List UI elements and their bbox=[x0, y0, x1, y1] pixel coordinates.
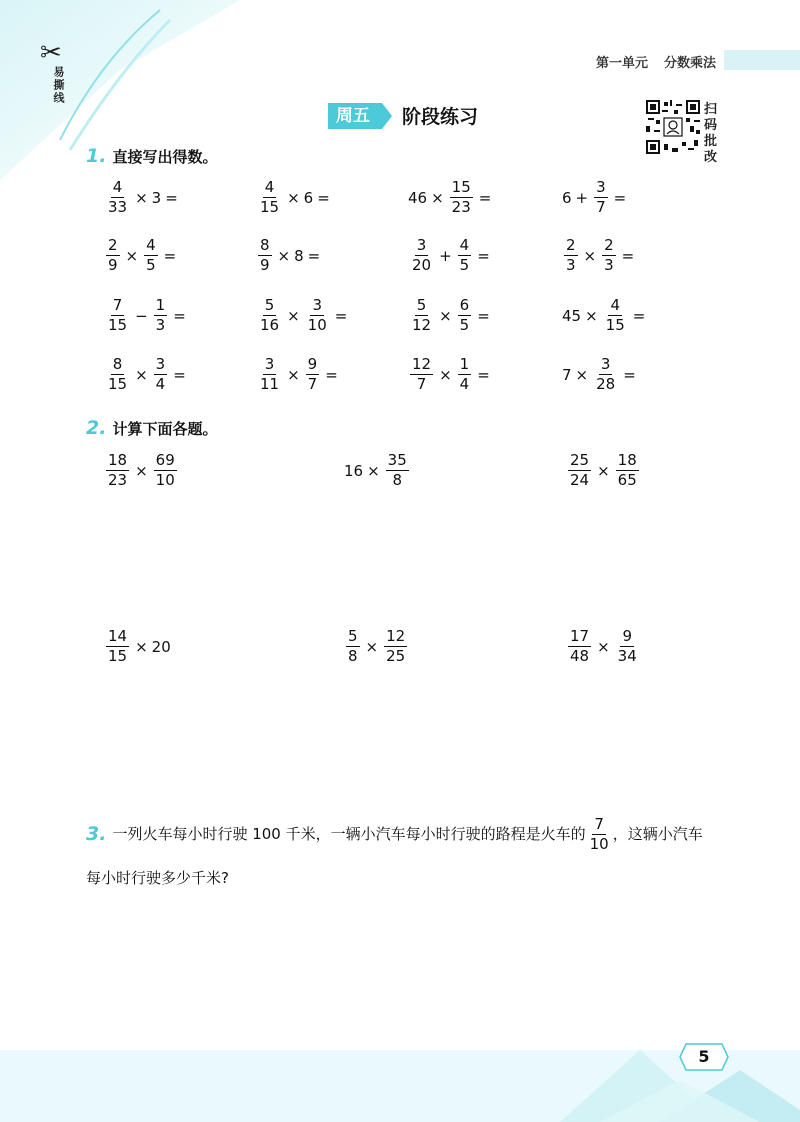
section-1-number: 1. bbox=[86, 145, 107, 167]
fraction-denominator: 3 bbox=[566, 256, 576, 274]
fraction bbox=[258, 180, 281, 215]
math-expression bbox=[104, 357, 190, 392]
fraction-denominator: 3 bbox=[155, 316, 166, 334]
integer-term: 6 bbox=[303, 188, 314, 207]
fraction-numerator: 1 bbox=[459, 355, 470, 373]
equals-sign: = bbox=[477, 306, 490, 325]
tear-line-marker bbox=[40, 40, 70, 105]
fraction bbox=[458, 238, 472, 273]
fraction bbox=[386, 453, 409, 488]
operator: × bbox=[135, 188, 148, 207]
fraction bbox=[564, 238, 578, 273]
page-number: 5 bbox=[698, 1047, 710, 1066]
fraction-denominator: 25 bbox=[386, 647, 406, 665]
fraction-denominator: 10 bbox=[589, 834, 609, 853]
equals-sign: = bbox=[613, 188, 627, 207]
operator: × bbox=[439, 306, 452, 325]
fraction-numerator: 3 bbox=[416, 236, 427, 254]
fraction-denominator: 23 bbox=[108, 471, 128, 489]
math-expression bbox=[104, 453, 179, 488]
fraction bbox=[258, 238, 272, 273]
fraction bbox=[106, 238, 120, 273]
equals-sign: = bbox=[317, 188, 330, 207]
fraction bbox=[106, 357, 129, 392]
integer-term: 16 bbox=[344, 461, 364, 480]
fraction bbox=[384, 629, 407, 664]
fraction-numerator: 7 bbox=[594, 814, 604, 833]
fraction-denominator: 7 bbox=[416, 375, 427, 393]
fraction-numerator: 35 bbox=[387, 451, 407, 469]
integer-term: 46 bbox=[408, 188, 428, 207]
equals-sign: = bbox=[325, 365, 338, 384]
fraction-numerator: 4 bbox=[112, 178, 123, 196]
day-tag: 周五 bbox=[328, 103, 382, 129]
fraction bbox=[458, 298, 472, 333]
section-2-instruction: 计算下面各题。 bbox=[112, 420, 218, 438]
fraction bbox=[568, 453, 591, 488]
math-expression bbox=[562, 180, 630, 215]
section-3-word-problem bbox=[86, 812, 756, 900]
operator: × bbox=[135, 461, 148, 480]
fraction-numerator: 3 bbox=[596, 178, 606, 196]
operator: + bbox=[575, 188, 589, 207]
integer-term: 20 bbox=[151, 637, 171, 656]
fraction-denominator: 24 bbox=[570, 471, 590, 489]
math-expression bbox=[256, 357, 342, 392]
fraction-numerator: 12 bbox=[412, 355, 432, 373]
fraction-denominator: 16 bbox=[260, 316, 280, 334]
fraction bbox=[144, 238, 158, 273]
math-expression bbox=[562, 298, 649, 333]
topic-label: 分数乘法 bbox=[664, 56, 717, 71]
fraction-denominator: 10 bbox=[307, 316, 327, 334]
tear-line-label: 易撕线 bbox=[52, 66, 65, 105]
scissors-icon: ✂ bbox=[40, 38, 62, 68]
fraction-numerator: 2 bbox=[108, 236, 118, 254]
math-expression bbox=[562, 357, 640, 392]
fraction bbox=[604, 298, 627, 333]
operator: × bbox=[277, 246, 291, 265]
section-1-title bbox=[86, 145, 217, 167]
fraction-denominator: 34 bbox=[617, 647, 637, 665]
equals-sign: = bbox=[621, 246, 635, 265]
integer-term: 3 bbox=[151, 188, 162, 207]
fraction-numerator: 4 bbox=[146, 236, 156, 254]
math-expression bbox=[104, 629, 171, 664]
fraction-numerator: 25 bbox=[570, 451, 590, 469]
word-problem-line-1 bbox=[86, 812, 756, 856]
equals-sign: = bbox=[478, 188, 492, 207]
fraction bbox=[568, 629, 591, 664]
operator: × bbox=[575, 365, 589, 384]
operator: × bbox=[439, 365, 452, 384]
fraction-denominator: 8 bbox=[348, 647, 358, 665]
fraction-denominator: 33 bbox=[108, 198, 128, 216]
fraction-numerator: 4 bbox=[264, 178, 275, 196]
fraction-numerator: 4 bbox=[610, 296, 620, 314]
integer-term: 7 bbox=[562, 365, 572, 384]
operator: × bbox=[367, 461, 380, 480]
fraction-denominator: 15 bbox=[108, 375, 128, 393]
fraction bbox=[602, 238, 616, 273]
math-expression bbox=[104, 180, 182, 215]
fraction-numerator: 9 bbox=[307, 355, 318, 373]
qr-code-icon[interactable] bbox=[646, 100, 700, 154]
math-expression bbox=[562, 238, 638, 273]
section-3-number: 3. bbox=[86, 823, 107, 845]
operator: × bbox=[287, 365, 300, 384]
fraction-denominator: 5 bbox=[459, 256, 470, 274]
fraction-denominator: 11 bbox=[260, 375, 280, 393]
fraction-denominator: 4 bbox=[155, 375, 166, 393]
section-1-instruction: 直接写出得数。 bbox=[112, 148, 218, 166]
math-expression bbox=[566, 629, 641, 664]
operator: × bbox=[365, 637, 379, 656]
operator: × bbox=[135, 365, 148, 384]
fraction-denominator: 10 bbox=[155, 471, 175, 489]
fraction-denominator: 5 bbox=[146, 256, 156, 274]
equals-sign: = bbox=[163, 246, 177, 265]
fraction-denominator: 9 bbox=[108, 256, 118, 274]
fraction bbox=[154, 357, 168, 392]
fraction-denominator: 15 bbox=[260, 198, 280, 216]
operator: + bbox=[439, 246, 452, 265]
fraction-numerator: 14 bbox=[108, 627, 128, 645]
fraction bbox=[410, 357, 433, 392]
fraction bbox=[106, 180, 129, 215]
fraction bbox=[306, 357, 320, 392]
qr-scan-label: 扫码批改 bbox=[704, 102, 718, 165]
fraction bbox=[594, 357, 617, 392]
equals-sign: = bbox=[173, 306, 186, 325]
fraction-numerator: 8 bbox=[112, 355, 123, 373]
fraction-numerator: 3 bbox=[155, 355, 166, 373]
fraction bbox=[306, 298, 329, 333]
fraction bbox=[106, 453, 129, 488]
math-expression bbox=[104, 298, 190, 333]
operator: × bbox=[135, 637, 148, 656]
fraction-denominator: 20 bbox=[412, 256, 432, 274]
word-problem-text-1: 一列火车每小时行驶 100 千米，一辆小汽车每小时行驶的路程是火车的 bbox=[112, 825, 586, 843]
integer-term: 6 bbox=[562, 188, 572, 207]
fraction-numerator: 2 bbox=[566, 236, 576, 254]
fraction-numerator: 17 bbox=[570, 627, 590, 645]
fraction-numerator: 12 bbox=[386, 627, 406, 645]
fraction-denominator: 15 bbox=[108, 316, 128, 334]
math-expression bbox=[104, 238, 180, 273]
fraction-numerator: 3 bbox=[264, 355, 275, 373]
equals-sign: = bbox=[623, 365, 636, 384]
fraction-denominator: 48 bbox=[570, 647, 590, 665]
word-problem-fraction bbox=[588, 814, 611, 853]
fraction bbox=[458, 357, 472, 392]
fraction-numerator: 7 bbox=[112, 296, 123, 314]
operator: × bbox=[431, 188, 444, 207]
section-2-title bbox=[86, 417, 217, 439]
header-bar bbox=[724, 50, 800, 70]
fraction bbox=[616, 629, 639, 664]
fraction-numerator: 3 bbox=[312, 296, 322, 314]
math-expression bbox=[408, 238, 494, 273]
fraction-numerator: 5 bbox=[416, 296, 427, 314]
operator: × bbox=[585, 306, 598, 325]
fraction bbox=[450, 180, 473, 215]
fraction-numerator: 5 bbox=[348, 627, 358, 645]
operator: × bbox=[583, 246, 597, 265]
math-expression bbox=[408, 180, 495, 215]
equals-sign: = bbox=[477, 246, 490, 265]
page-title bbox=[328, 102, 478, 129]
integer-term: 8 bbox=[294, 246, 304, 265]
fraction-denominator: 15 bbox=[605, 316, 625, 334]
fraction-numerator: 69 bbox=[155, 451, 175, 469]
operator: × bbox=[597, 461, 610, 480]
operator: × bbox=[597, 637, 610, 656]
math-expression bbox=[344, 629, 409, 664]
title-text: 阶段练习 bbox=[402, 106, 479, 128]
fraction bbox=[106, 629, 129, 664]
fraction-denominator: 7 bbox=[596, 198, 606, 216]
fraction-denominator: 3 bbox=[604, 256, 614, 274]
equals-sign: = bbox=[173, 365, 186, 384]
fraction-denominator: 4 bbox=[459, 375, 470, 393]
unit-header bbox=[596, 52, 716, 71]
fraction-denominator: 5 bbox=[459, 316, 470, 334]
word-problem-text-2: ，这辆小汽车 bbox=[612, 825, 703, 843]
fraction-numerator: 18 bbox=[617, 451, 637, 469]
unit-label: 第一单元 bbox=[596, 56, 649, 71]
operator: × bbox=[125, 246, 139, 265]
operator: − bbox=[135, 306, 148, 325]
fraction-numerator: 18 bbox=[108, 451, 128, 469]
fraction-numerator: 9 bbox=[622, 627, 632, 645]
fraction-numerator: 8 bbox=[260, 236, 270, 254]
math-expression bbox=[344, 453, 411, 488]
fraction-denominator: 23 bbox=[451, 198, 471, 216]
fraction-denominator: 15 bbox=[108, 647, 128, 665]
fraction-numerator: 15 bbox=[451, 178, 471, 196]
corner-decoration bbox=[0, 0, 240, 200]
math-expression bbox=[408, 298, 494, 333]
fraction-denominator: 28 bbox=[596, 375, 616, 393]
fraction-numerator: 6 bbox=[459, 296, 470, 314]
section-2-number: 2. bbox=[86, 417, 107, 439]
math-expression bbox=[408, 357, 494, 392]
fraction bbox=[410, 238, 433, 273]
fraction bbox=[410, 298, 433, 333]
fraction-numerator: 1 bbox=[155, 296, 166, 314]
equals-sign: = bbox=[632, 306, 646, 325]
fraction bbox=[616, 453, 639, 488]
fraction bbox=[258, 357, 281, 392]
fraction-denominator: 9 bbox=[260, 256, 270, 274]
fraction-numerator: 5 bbox=[264, 296, 275, 314]
equals-sign: = bbox=[165, 188, 178, 207]
equals-sign: = bbox=[307, 246, 321, 265]
integer-term: 45 bbox=[562, 306, 582, 325]
equals-sign: = bbox=[334, 306, 348, 325]
fraction-denominator: 65 bbox=[617, 471, 637, 489]
fraction-denominator: 8 bbox=[392, 471, 402, 489]
fraction bbox=[154, 453, 177, 488]
word-problem-line-2: 每小时行驶多少千米? bbox=[86, 869, 229, 887]
fraction-denominator: 12 bbox=[412, 316, 432, 334]
fraction bbox=[346, 629, 360, 664]
operator: × bbox=[287, 188, 300, 207]
math-expression bbox=[566, 453, 641, 488]
fraction bbox=[154, 298, 168, 333]
math-expression bbox=[256, 180, 334, 215]
fraction bbox=[106, 298, 129, 333]
fraction-numerator: 3 bbox=[600, 355, 611, 373]
fraction-numerator: 4 bbox=[459, 236, 470, 254]
fraction bbox=[258, 298, 281, 333]
fraction-numerator: 2 bbox=[604, 236, 614, 254]
fraction bbox=[594, 180, 608, 215]
fraction-denominator: 7 bbox=[307, 375, 318, 393]
math-expression bbox=[256, 298, 351, 333]
operator: × bbox=[287, 306, 300, 325]
equals-sign: = bbox=[477, 365, 490, 384]
math-expression bbox=[256, 238, 324, 273]
